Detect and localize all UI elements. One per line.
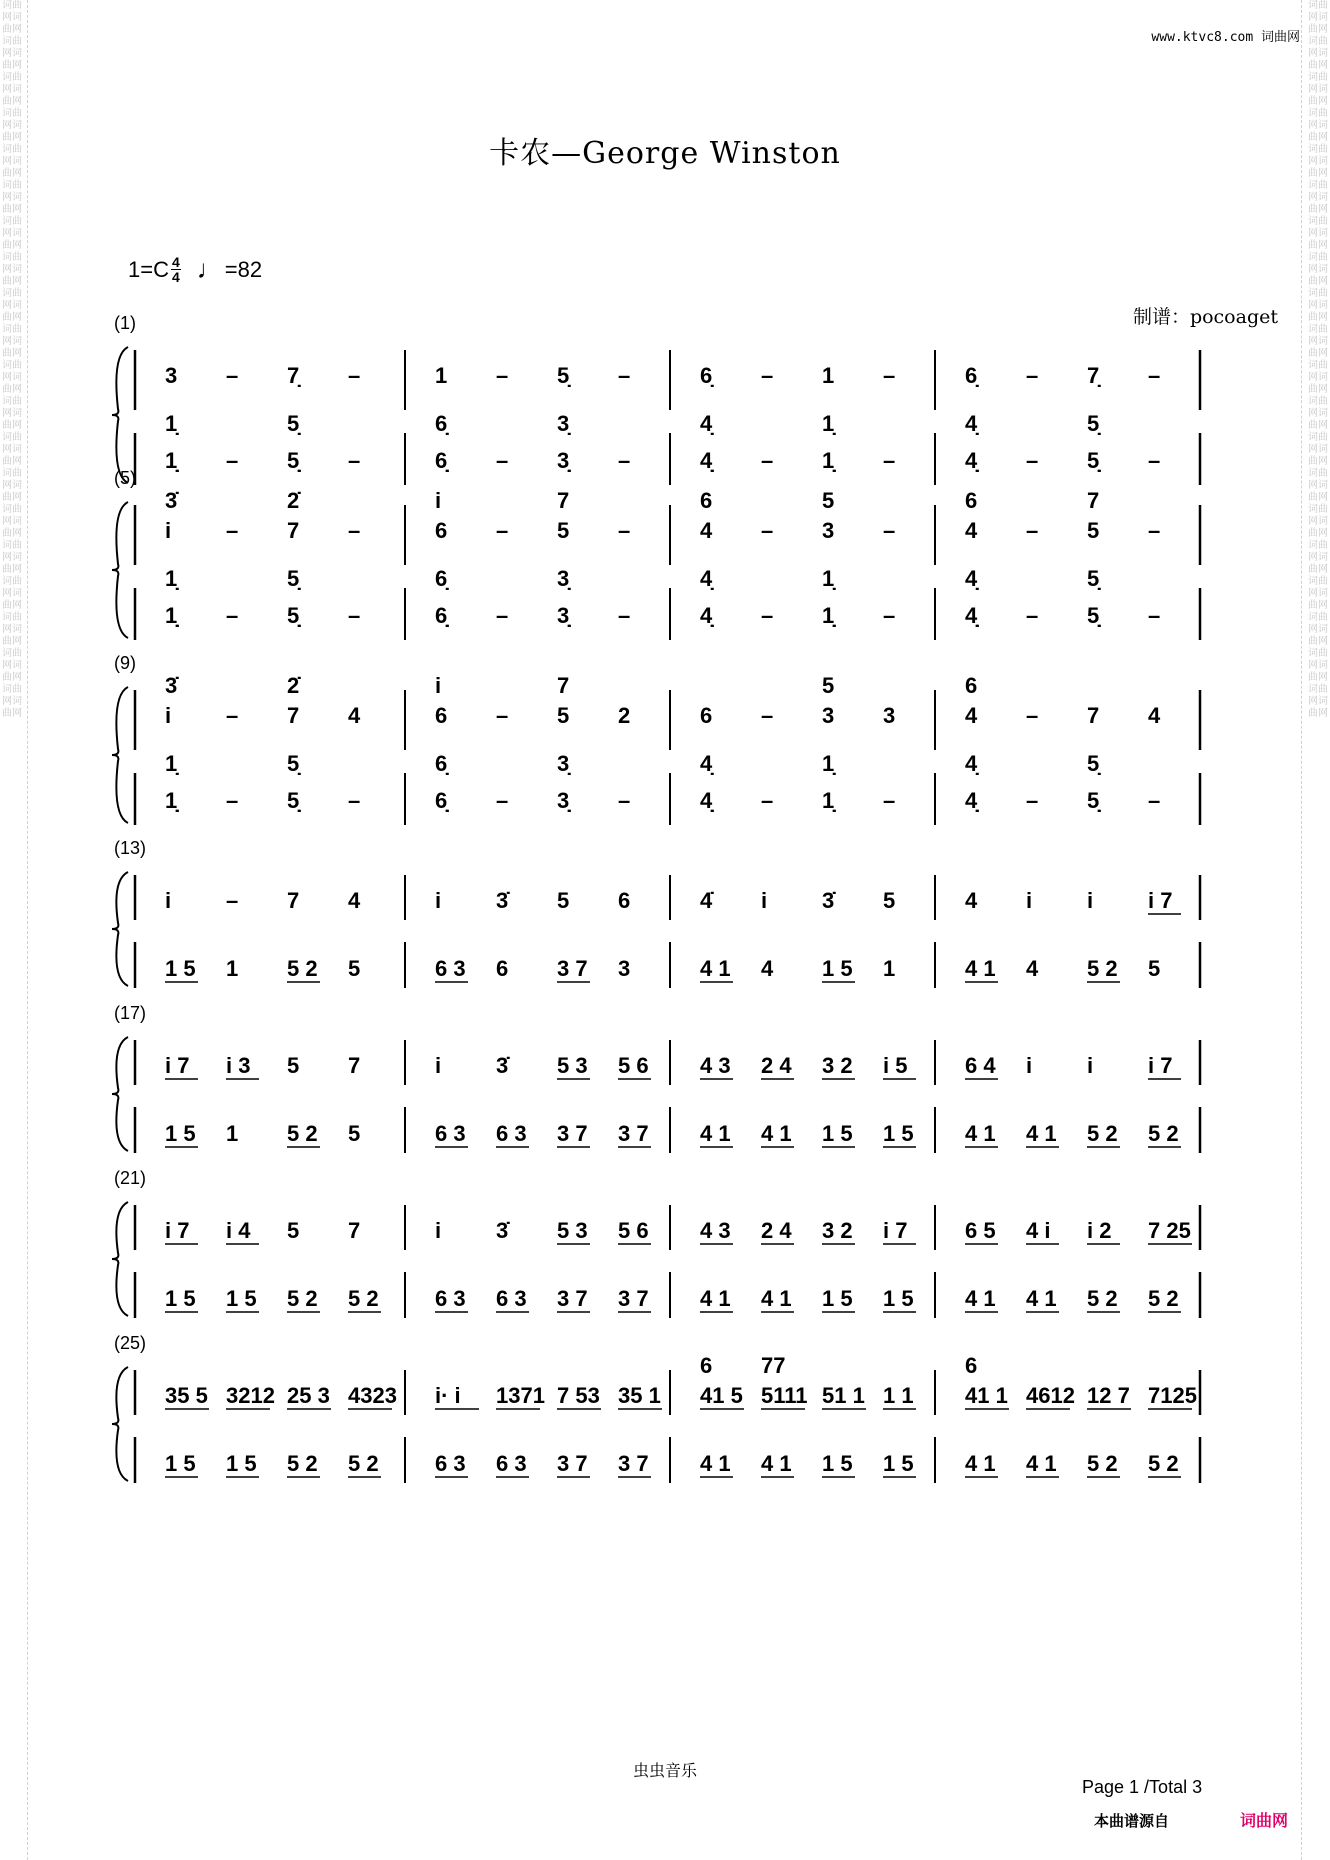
note-token: i 7 — [1148, 1053, 1173, 1078]
note-token: 5 2 — [1148, 1286, 1179, 1311]
note-token: – — [226, 603, 239, 628]
note-token: 3̇ — [496, 1218, 509, 1243]
note-token: 3 7 — [618, 1451, 649, 1476]
measure-number: (21) — [114, 1168, 147, 1188]
note-token: 6 3 — [435, 956, 466, 981]
note-token: 4 1 — [965, 956, 996, 981]
note-token: i — [435, 888, 442, 913]
source-note: 本曲谱源自 — [1094, 1813, 1170, 1830]
note-token: 6 3 — [496, 1121, 527, 1146]
note-token: 5 2 — [1148, 1121, 1179, 1146]
note-token: 1 — [883, 956, 896, 981]
source-url: www.ktvc8.com 词曲网 — [1151, 30, 1300, 45]
note-token: 5̣̣ — [287, 448, 300, 473]
note-token: 3 — [822, 518, 835, 543]
note-token: 5 — [287, 1053, 300, 1078]
note-token: 1 — [226, 1121, 239, 1146]
note-token: 1̣ — [165, 751, 178, 776]
note-token: 2 — [618, 703, 631, 728]
note-token: 7 — [557, 488, 570, 513]
note-token: – — [1026, 448, 1039, 473]
note-token: 35 1 — [618, 1383, 661, 1408]
note-token: – — [618, 363, 631, 388]
measure-number: (17) — [114, 1003, 147, 1023]
measure-number: (1) — [114, 313, 136, 333]
note-token: 6 3 — [496, 1451, 527, 1476]
note-token: 5 2 — [287, 1451, 318, 1476]
note-token: 1 5 — [822, 1451, 853, 1476]
note-token: – — [348, 518, 361, 543]
note-token: – — [761, 448, 774, 473]
system-brace — [112, 687, 128, 823]
score-title: 卡农—George Winston — [489, 136, 841, 171]
note-token: – — [618, 518, 631, 543]
note-token: 6̣ — [435, 566, 448, 591]
measure-number: (9) — [114, 653, 136, 673]
note-token: – — [226, 448, 239, 473]
note-token: 2̇ — [287, 673, 300, 698]
note-token: 3 7 — [557, 1451, 588, 1476]
note-token: 3 7 — [557, 1286, 588, 1311]
note-token: i 7 — [883, 1218, 908, 1243]
quarter-note-icon: ♩ — [196, 254, 223, 284]
note-token: 1 5 — [822, 1286, 853, 1311]
note-token: 7 — [1087, 488, 1100, 513]
note-token: 6 — [965, 673, 978, 698]
note-token: 5 3 — [557, 1053, 588, 1078]
note-token: 6̣̣ — [435, 448, 448, 473]
note-token: 7 — [348, 1218, 361, 1243]
note-token: – — [226, 788, 239, 813]
note-token: 1 5 — [822, 956, 853, 981]
note-token: 4 1 — [700, 1286, 731, 1311]
note-token: 1̣̣ — [165, 448, 178, 473]
note-token: 1 5 — [822, 1121, 853, 1146]
note-token: 5̣ — [1087, 751, 1100, 776]
note-token: 51 1 — [822, 1383, 865, 1408]
note-token: i — [435, 673, 442, 698]
note-token: 4̣ — [700, 566, 713, 591]
note-token: 5 — [348, 956, 361, 981]
right-watermark-strip: 词曲网词曲网词曲网词曲网词曲网词曲网词曲网词曲网词曲网词曲网词曲网词曲网词曲网词曲网词曲网词曲网词曲网词曲网词曲网词曲网词曲网词曲网词曲网词曲网词曲网词曲网词曲网词曲网词曲网词曲网词曲网词曲网词曲网词曲网词曲网词曲网词曲网词曲网词曲网词曲网 — [1308, 0, 1328, 719]
note-token: 4̣̣ — [700, 603, 713, 628]
note-token: 4 1 — [761, 1121, 792, 1146]
note-token: 1̣̣ — [822, 788, 835, 813]
note-token: 5̣ — [287, 411, 300, 436]
note-token: 4̣̣ — [965, 788, 978, 813]
note-token: 4̇ — [700, 888, 713, 913]
note-token: 1̣̣ — [822, 448, 835, 473]
note-token: 4 1 — [700, 1451, 731, 1476]
note-token: 1 5 — [226, 1451, 257, 1476]
note-token: 7 — [287, 703, 300, 728]
note-token: 3 2 — [822, 1218, 853, 1243]
note-token: 5̣ — [557, 363, 570, 388]
note-token: i — [435, 1218, 442, 1243]
note-token: 4612 — [1026, 1383, 1075, 1408]
note-token: 3̣̣ — [557, 448, 570, 473]
note-token: 4 1 — [1026, 1451, 1057, 1476]
note-token: 77 — [761, 1353, 786, 1378]
note-token: 5 2 — [1087, 1451, 1118, 1476]
note-token: 4̣ — [700, 411, 713, 436]
note-token: 41 1 — [965, 1383, 1008, 1408]
note-token: 4323 — [348, 1383, 397, 1408]
note-token: 1̣̣ — [165, 788, 178, 813]
note-token: 7 — [287, 518, 300, 543]
note-token: – — [761, 788, 774, 813]
note-token: 5 — [822, 488, 835, 513]
note-token: 1 — [822, 363, 835, 388]
note-token: 1 5 — [883, 1286, 914, 1311]
note-token: 4 — [965, 888, 978, 913]
note-token: 7 25 — [1148, 1218, 1191, 1243]
note-token: 6 — [700, 1353, 713, 1378]
note-token: 6 — [618, 888, 631, 913]
note-token: 1 1 — [883, 1383, 914, 1408]
note-token: i — [1026, 888, 1033, 913]
note-token: 1 5 — [165, 1286, 196, 1311]
note-token: 3 7 — [557, 1121, 588, 1146]
note-token: 3̣ — [557, 411, 570, 436]
note-token: 5 6 — [618, 1218, 649, 1243]
note-token: 3 7 — [618, 1286, 649, 1311]
note-token: 5 — [348, 1121, 361, 1146]
note-token: 2̇ — [287, 488, 300, 513]
note-token: i 7 — [165, 1053, 190, 1078]
note-token: i 2 — [1087, 1218, 1112, 1243]
note-token: 25 3 — [287, 1383, 330, 1408]
note-token: – — [618, 603, 631, 628]
time-signature-denominator: 4 — [171, 269, 180, 285]
note-token: 5 — [822, 673, 835, 698]
measure-number: (13) — [114, 838, 147, 858]
note-token: i — [1087, 1053, 1094, 1078]
note-token: – — [348, 363, 361, 388]
note-token: – — [883, 788, 896, 813]
note-token: 1̣̣ — [165, 603, 178, 628]
note-token: – — [618, 448, 631, 473]
note-token: – — [226, 363, 239, 388]
note-token: 4̣ — [965, 566, 978, 591]
note-token: 1̣ — [822, 566, 835, 591]
note-token: 3̣ — [557, 566, 570, 591]
note-token: – — [348, 448, 361, 473]
note-token: – — [883, 363, 896, 388]
measure-number: (25) — [114, 1333, 147, 1353]
note-token: 5̣ — [287, 566, 300, 591]
note-token: 6 3 — [435, 1451, 466, 1476]
note-token: 3 — [618, 956, 631, 981]
note-token: 5 — [1087, 518, 1100, 543]
note-token: 3̣̣ — [557, 788, 570, 813]
key-label: 1=C — [128, 256, 169, 282]
note-token: 5̣̣ — [1087, 603, 1100, 628]
note-token: 5 3 — [557, 1218, 588, 1243]
note-token: – — [883, 603, 896, 628]
note-token: 4 1 — [1026, 1286, 1057, 1311]
note-token: 6 — [435, 703, 448, 728]
note-token: – — [761, 518, 774, 543]
note-token: 4 1 — [761, 1286, 792, 1311]
note-token: 1̣̣ — [822, 603, 835, 628]
note-token: 7 — [348, 1053, 361, 1078]
note-token: – — [1148, 363, 1161, 388]
note-token: 4 3 — [700, 1053, 731, 1078]
note-token: 7̣ — [287, 363, 300, 388]
note-token: 4 — [348, 888, 361, 913]
note-token: 6 3 — [496, 1286, 527, 1311]
note-token: 1 5 — [165, 956, 196, 981]
note-token: – — [1148, 788, 1161, 813]
note-token: 5̣ — [287, 751, 300, 776]
note-token: 6̣ — [435, 411, 448, 436]
note-token: 5 6 — [618, 1053, 649, 1078]
note-token: 6 — [965, 1353, 978, 1378]
note-token: 4̣ — [700, 751, 713, 776]
note-token: 5 2 — [287, 956, 318, 981]
note-token: 4̣ — [965, 751, 978, 776]
note-token: – — [496, 603, 509, 628]
note-token: i — [165, 703, 172, 728]
note-token: 6 3 — [435, 1286, 466, 1311]
note-token: 4 1 — [761, 1451, 792, 1476]
system-brace — [112, 1202, 128, 1316]
note-token: 3 7 — [557, 956, 588, 981]
note-token: 3̇ — [165, 673, 178, 698]
note-token: i 5 — [883, 1053, 908, 1078]
note-token: 5 — [557, 703, 570, 728]
note-token: 7 — [557, 673, 570, 698]
note-token: 6 — [700, 703, 713, 728]
note-token: 3̇ — [165, 488, 178, 513]
note-token: 1 — [435, 363, 448, 388]
note-token: 4 — [348, 703, 361, 728]
note-token: 1̣ — [165, 566, 178, 591]
note-token: i· i — [435, 1383, 461, 1408]
note-token: i — [165, 518, 172, 543]
note-token: i — [165, 888, 172, 913]
note-token: 7125 — [1148, 1383, 1197, 1408]
note-token: – — [1148, 518, 1161, 543]
note-token: i 3 — [226, 1053, 251, 1078]
note-token: 1371 — [496, 1383, 545, 1408]
note-token: – — [348, 788, 361, 813]
note-token: 1 — [226, 956, 239, 981]
note-token: – — [226, 518, 239, 543]
note-token: – — [226, 703, 239, 728]
note-token: 5 2 — [1087, 1286, 1118, 1311]
note-token: 3 — [883, 703, 896, 728]
time-signature-numerator: 4 — [171, 254, 180, 270]
system-brace — [112, 347, 128, 483]
note-token: 4̣̣ — [965, 603, 978, 628]
note-token: 1 5 — [226, 1286, 257, 1311]
note-token: 6 4 — [965, 1053, 996, 1078]
note-token: i — [435, 488, 442, 513]
note-token: i 4 — [226, 1218, 251, 1243]
note-token: – — [496, 518, 509, 543]
note-token: – — [1026, 363, 1039, 388]
note-token: – — [618, 788, 631, 813]
system-brace — [112, 1037, 128, 1151]
note-token: 6 — [965, 488, 978, 513]
note-token: – — [496, 788, 509, 813]
note-token: 5 2 — [287, 1286, 318, 1311]
note-token: 4 1 — [965, 1121, 996, 1146]
system-brace — [112, 872, 128, 986]
note-token: 41 5 — [700, 1383, 743, 1408]
note-token: 5̣̣ — [287, 603, 300, 628]
note-token: 5 — [557, 518, 570, 543]
note-token: – — [1026, 703, 1039, 728]
note-token: 5̣ — [1087, 411, 1100, 436]
note-token: 1̣ — [165, 411, 178, 436]
note-token: 4 — [1026, 956, 1039, 981]
note-token: – — [496, 363, 509, 388]
page-number: Page 1 /Total 3 — [1082, 1777, 1203, 1797]
note-token: 4̣̣ — [700, 448, 713, 473]
note-token: 6̣̣ — [435, 603, 448, 628]
note-token: – — [1026, 518, 1039, 543]
note-token: – — [1026, 788, 1039, 813]
note-token: 3 — [822, 703, 835, 728]
note-token: 4 1 — [700, 956, 731, 981]
note-token: i — [1087, 888, 1094, 913]
note-token: 6 — [435, 518, 448, 543]
note-token: 6 3 — [435, 1121, 466, 1146]
note-token: 4 — [965, 518, 978, 543]
note-token: 5 2 — [1087, 956, 1118, 981]
note-token: 3̇ — [822, 888, 835, 913]
note-token: 4 — [700, 518, 713, 543]
note-token: 3̇ — [496, 888, 509, 913]
note-token: 7 53 — [557, 1383, 600, 1408]
note-token: 5̣̣ — [1087, 448, 1100, 473]
note-token: 35 5 — [165, 1383, 208, 1408]
note-token: 1 5 — [165, 1451, 196, 1476]
arranger-credit: 制谱：pocoaget — [1132, 306, 1278, 328]
note-token: 12 7 — [1087, 1383, 1130, 1408]
system-brace — [112, 1367, 128, 1481]
note-token: 4 — [761, 956, 774, 981]
note-token: 4 — [965, 703, 978, 728]
note-token: – — [496, 448, 509, 473]
note-token: i 7 — [1148, 888, 1173, 913]
note-token: 5̣̣ — [1087, 788, 1100, 813]
note-token: i — [761, 888, 768, 913]
note-token: 5 2 — [348, 1286, 379, 1311]
note-token: 2 4 — [761, 1218, 792, 1243]
note-token: 5 2 — [348, 1451, 379, 1476]
note-token: 3 7 — [618, 1121, 649, 1146]
note-token: i 7 — [165, 1218, 190, 1243]
note-token: – — [883, 448, 896, 473]
measure-number: (5) — [114, 468, 136, 488]
note-token: 7 — [1087, 703, 1100, 728]
note-token: 1 5 — [883, 1121, 914, 1146]
note-token: – — [496, 703, 509, 728]
note-token: 7 — [287, 888, 300, 913]
note-token: 2 4 — [761, 1053, 792, 1078]
tempo-value: =82 — [224, 256, 263, 282]
note-token: i — [1026, 1053, 1033, 1078]
note-token: 1 5 — [883, 1451, 914, 1476]
note-token: 4 1 — [965, 1286, 996, 1311]
note-token: – — [1026, 603, 1039, 628]
note-token: 4̣̣ — [700, 788, 713, 813]
note-token: 5 2 — [287, 1121, 318, 1146]
note-token: – — [1148, 603, 1161, 628]
note-token: 5̣ — [1087, 566, 1100, 591]
note-token: 5 — [1148, 956, 1161, 981]
note-token: 7̣ — [1087, 363, 1100, 388]
note-token: 4 1 — [965, 1451, 996, 1476]
note-token: 4 — [1148, 703, 1161, 728]
note-token: 4 i — [1026, 1218, 1051, 1243]
note-token: 6 — [496, 956, 509, 981]
note-token: 4̣ — [965, 411, 978, 436]
note-token: 3 2 — [822, 1053, 853, 1078]
note-token: 3 — [165, 363, 178, 388]
note-token: 1̣ — [822, 411, 835, 436]
note-token: 3212 — [226, 1383, 275, 1408]
note-token: 6̣ — [965, 363, 978, 388]
note-token: – — [1148, 448, 1161, 473]
note-token: 4 3 — [700, 1218, 731, 1243]
note-token: – — [761, 363, 774, 388]
note-token: – — [348, 603, 361, 628]
note-token: – — [883, 518, 896, 543]
note-token: i — [435, 1053, 442, 1078]
note-token: 3̣̣ — [557, 603, 570, 628]
note-token: 4 1 — [700, 1121, 731, 1146]
note-token: 3̇ — [496, 1053, 509, 1078]
system-brace — [112, 502, 128, 638]
source-site-link[interactable]: 词曲网 — [1240, 1813, 1289, 1830]
note-token: – — [761, 703, 774, 728]
footer-brand: 虫虫音乐 — [632, 1761, 697, 1780]
note-token: 6̣ — [700, 363, 713, 388]
note-token: 6 5 — [965, 1218, 996, 1243]
note-token: 4 1 — [1026, 1121, 1057, 1146]
note-token: 6̣ — [435, 751, 448, 776]
note-token: 5̣̣ — [287, 788, 300, 813]
note-token: 1̣ — [822, 751, 835, 776]
note-token: 6 — [700, 488, 713, 513]
note-token: 5111 — [761, 1383, 808, 1408]
note-token: 6̣̣ — [435, 788, 448, 813]
note-token: 4̣̣ — [965, 448, 978, 473]
note-token: 3̣ — [557, 751, 570, 776]
note-token: – — [226, 888, 239, 913]
note-token: 5 — [883, 888, 896, 913]
note-token: – — [761, 603, 774, 628]
note-token: 5 2 — [1087, 1121, 1118, 1146]
note-token: 1 5 — [165, 1121, 196, 1146]
note-token: 5 — [287, 1218, 300, 1243]
note-token: 5 — [557, 888, 570, 913]
left-watermark-strip: 词曲网词曲网词曲网词曲网词曲网词曲网词曲网词曲网词曲网词曲网词曲网词曲网词曲网词曲网词曲网词曲网词曲网词曲网词曲网词曲网词曲网词曲网词曲网词曲网词曲网词曲网词曲网词曲网词曲网词曲网词曲网词曲网词曲网词曲网词曲网词曲网词曲网词曲网词曲网词曲网 — [2, 0, 22, 719]
note-token: 5 2 — [1148, 1451, 1179, 1476]
